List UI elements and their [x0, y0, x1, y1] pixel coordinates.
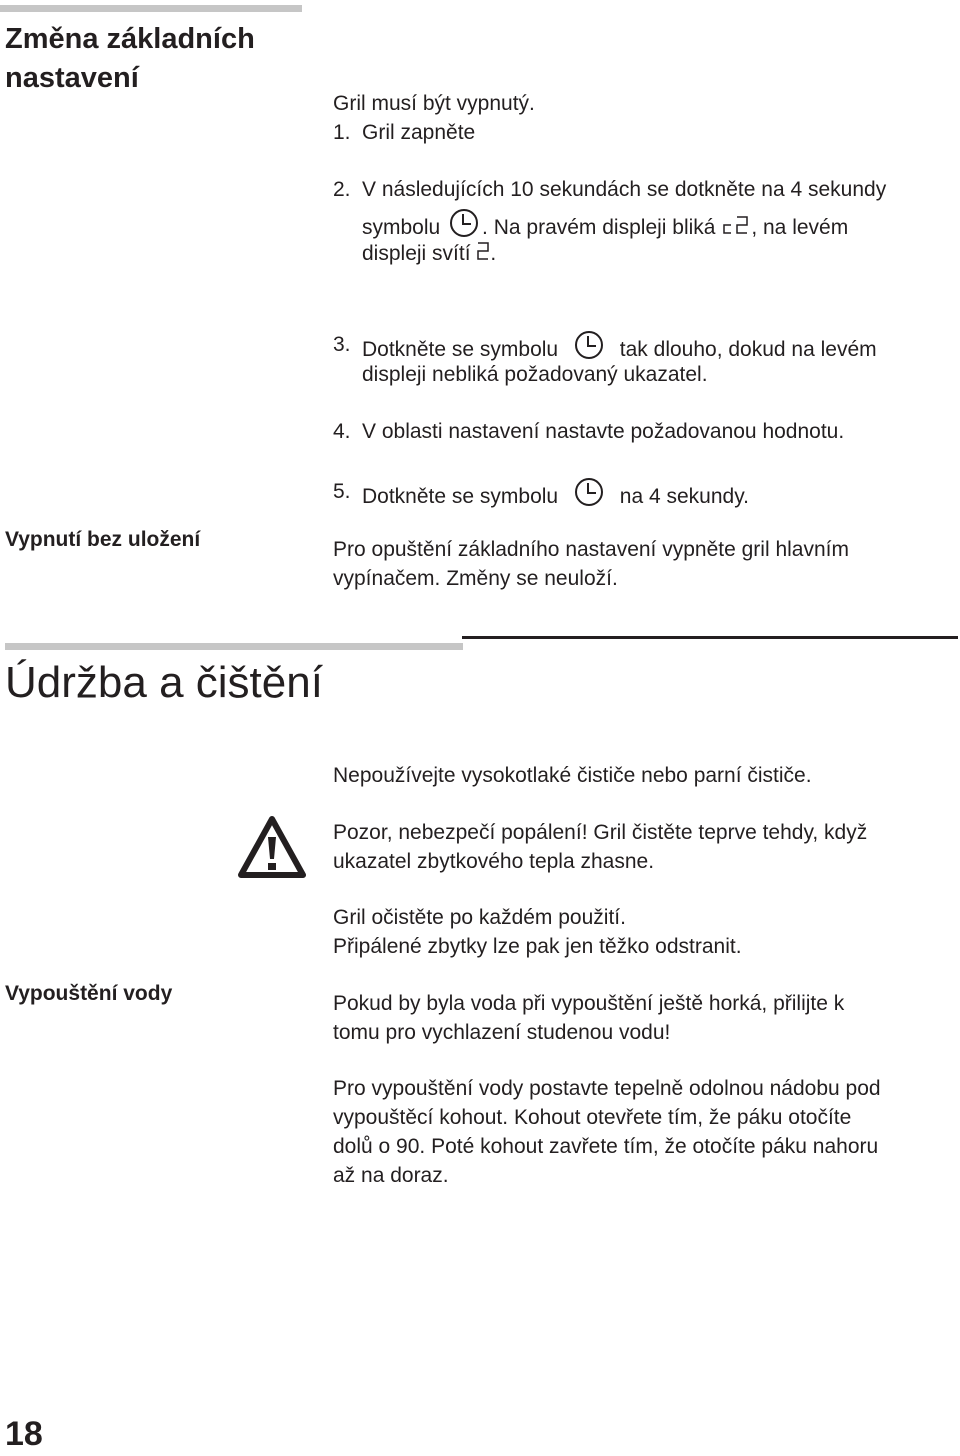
- subsection-title-exit: Vypnutí bez uložení: [5, 528, 201, 551]
- page-number: 18: [5, 1415, 43, 1453]
- maintenance-p2-line1: Gril očistěte po každém použití.: [333, 906, 626, 929]
- section-title-maintenance: Údržba a čištění: [5, 658, 323, 707]
- step-2-c: , na levém: [751, 216, 849, 239]
- maintenance-p1: Nepoužívejte vysokotlaké čističe nebo parní čističe.: [333, 764, 812, 787]
- exit-text-line1: Pro opuštění základního nastavení vypněte gril hlavním: [333, 538, 849, 561]
- step-number: 3.: [333, 333, 351, 356]
- clock-icon: [574, 477, 604, 515]
- step-2-d: displeji svítí: [362, 242, 471, 265]
- step-3-b: tak dlouho, dokud na levém: [619, 338, 877, 361]
- section-title-settings: Změna základních nastavení: [5, 23, 255, 94]
- maintenance-p2-line2: Připálené zbytky lze pak jen těžko odstranit.: [333, 935, 742, 958]
- intro-text: Gril musí být vypnutý.: [333, 92, 535, 115]
- step-2-text-line1: V následujících 10 sekundách se dotkněte na 4 sekundy: [362, 178, 887, 201]
- step-3-a: Dotkněte se symbolu: [362, 338, 559, 361]
- section-rule: [462, 636, 958, 639]
- exit-text-line2: vypínačem. Změny se neuloží.: [333, 567, 618, 590]
- step-5-b: na 4 sekundy.: [619, 485, 749, 508]
- step-1-text: Gril zapněte: [362, 121, 476, 144]
- step-number: 5.: [333, 480, 351, 503]
- step-2-text-line3: [362, 239, 496, 270]
- step-3-text-line2: displeji nebliká požadovaný ukazatel.: [362, 363, 708, 386]
- warning-text-line1: Pozor, nebezpečí popálení! Gril čistěte teprve tehdy, když: [333, 821, 868, 844]
- display-c2-symbol: [721, 214, 751, 244]
- drain-p1-line1: Pokud by byla voda při vypouštění ještě horká, přilijte k: [333, 992, 845, 1015]
- step-5-a: Dotkněte se symbolu: [362, 485, 559, 508]
- subsection-title-drain: Vypouštění vody: [5, 982, 173, 1005]
- step-2-e: .: [490, 242, 497, 265]
- warning-text-line2: ukazatel zbytkového tepla zhasne.: [333, 850, 655, 873]
- step-2-b: . Na pravém displeji bliká: [482, 216, 716, 239]
- step-number: 4.: [333, 420, 351, 443]
- step-number: 2.: [333, 178, 351, 201]
- warning-triangle-icon: [237, 815, 307, 884]
- drain-p2-line3: dolů o 90. Poté kohout zavřete tím, že otočíte páku nahoru: [333, 1135, 879, 1158]
- drain-p2-line2: vypouštěcí kohout. Kohout otevřete tím, že páku otočíte: [333, 1106, 852, 1129]
- section-bar: [0, 5, 302, 12]
- drain-p2-line1: Pro vypouštění vody postavte tepelně odolnou nádobu pod: [333, 1077, 881, 1100]
- drain-p1-line2: tomu pro vychlazení studenou vodu!: [333, 1021, 671, 1044]
- step-number: 1.: [333, 121, 351, 144]
- step-5-text: [362, 477, 749, 515]
- section-bar: [5, 643, 463, 650]
- step-4-text: V oblasti nastavení nastavte požadovanou hodnotu.: [362, 420, 845, 443]
- display-2-symbol: [476, 240, 490, 270]
- drain-p2-line4: až na doraz.: [333, 1164, 449, 1187]
- step-2-a: symbolu: [362, 216, 441, 239]
